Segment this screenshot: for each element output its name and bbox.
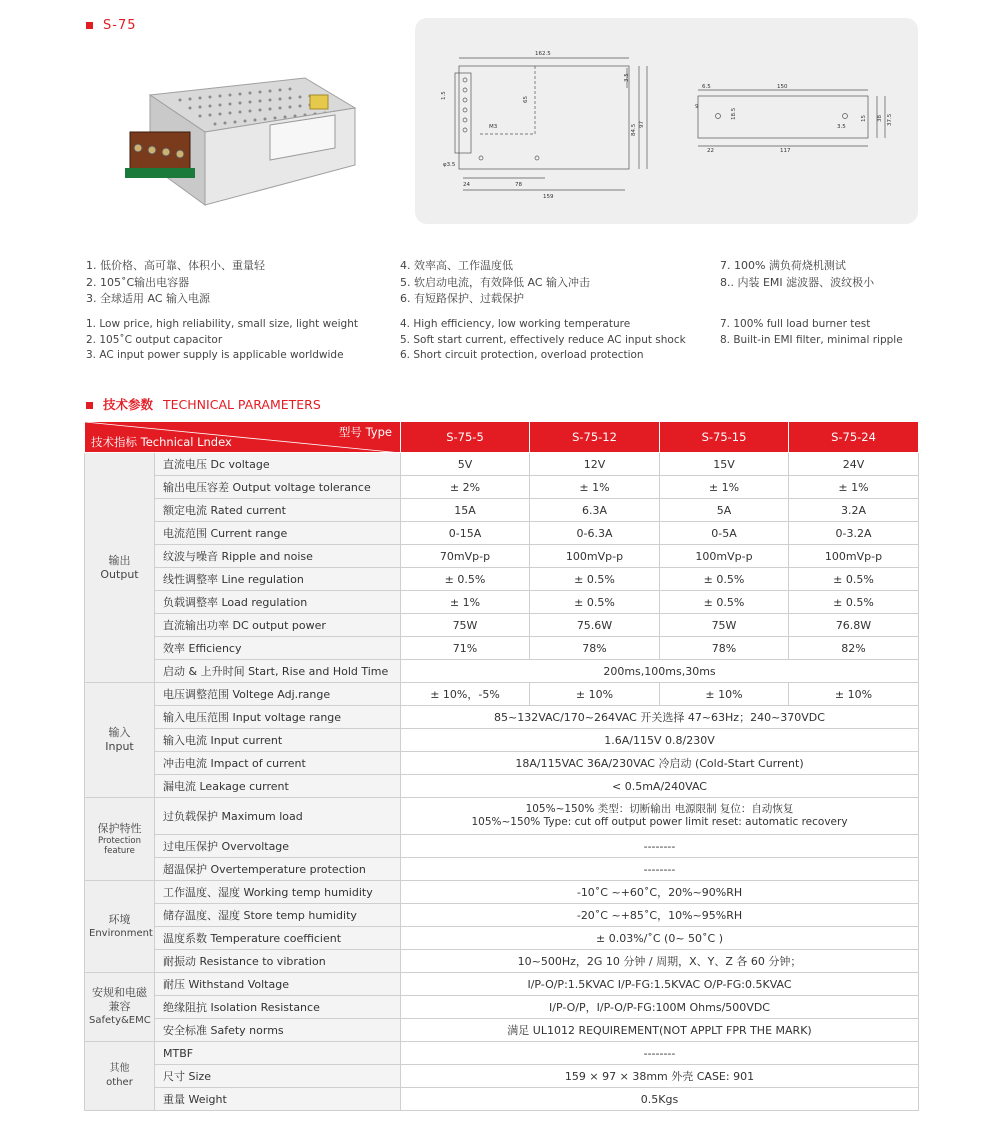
table-row	[85, 476, 919, 499]
dim-label: 159	[543, 194, 554, 200]
param-value: ± 0.5%	[789, 568, 919, 591]
table-row	[85, 904, 919, 927]
category-input	[85, 683, 155, 798]
table-row	[85, 950, 919, 973]
param-value: 100mVp-p	[660, 545, 789, 568]
param-value: 12V	[530, 453, 660, 476]
param-value: 78%	[530, 637, 660, 660]
table-row	[85, 660, 919, 683]
param-value: 0-5A	[660, 522, 789, 545]
param-name: 耐压 Withstand Voltage	[155, 973, 401, 996]
param-name: 重量 Weight	[155, 1088, 401, 1111]
param-name: 超温保护 Overtemperature protection	[155, 858, 401, 881]
red-square-icon	[86, 402, 93, 409]
param-name: 电压调整范围 Voltege Adj.range	[155, 683, 401, 706]
param-value: 0-15A	[401, 522, 530, 545]
param-name: 安全标准 Safety norms	[155, 1019, 401, 1042]
category-en: Protection feature	[97, 836, 141, 856]
spec-table	[84, 421, 919, 1111]
param-value: 5A	[660, 499, 789, 522]
param-value: 3.2A	[789, 499, 919, 522]
param-value: 15A	[401, 499, 530, 522]
category-en: other	[106, 1077, 133, 1088]
table-row	[85, 835, 919, 858]
table-row	[85, 996, 919, 1019]
dim-label: 162.5	[535, 51, 551, 57]
product-photo	[120, 70, 360, 215]
param-value: ± 0.5%	[530, 591, 660, 614]
table-row	[85, 775, 919, 798]
category-safety	[85, 973, 155, 1042]
feature-item: 5. Soft start current, effectively reduce AC input shock	[400, 333, 686, 346]
param-value: 78%	[660, 637, 789, 660]
feature-item: 2. 105˚C output capacitor	[86, 333, 223, 346]
feature-item: 5. 软启动电流，有效降低 AC 输入冲击	[400, 275, 590, 289]
table-row	[85, 591, 919, 614]
dim-label: 37.5	[887, 113, 893, 126]
dim-label: 150	[777, 84, 788, 90]
param-value: ± 2%	[401, 476, 530, 499]
section-title-zh: 技术参数	[103, 397, 154, 412]
param-name: 纹波与噪音 Ripple and noise	[155, 545, 401, 568]
param-value: ± 0.5%	[660, 568, 789, 591]
feature-item: 1. 低价格、高可靠、体积小、重量轻	[86, 259, 265, 272]
table-row	[85, 637, 919, 660]
param-value: ± 10%，-5%	[401, 683, 530, 706]
param-name: 过电压保护 Overvoltage	[155, 835, 401, 858]
dim-label: 38	[877, 115, 883, 122]
model-header: S-75-24	[789, 422, 919, 453]
param-value: 70mVp-p	[401, 545, 530, 568]
param-value: --------	[401, 858, 919, 881]
features-zh-col3	[720, 258, 874, 291]
param-value: 75.6W	[530, 614, 660, 637]
table-row	[85, 568, 919, 591]
category-zh: 输出	[108, 553, 131, 567]
model-title	[86, 18, 137, 33]
feature-item: 1. Low price, high reliability, small size, light weight	[86, 318, 358, 330]
feature-item: 7. 100% full load burner test	[720, 318, 871, 330]
category-other	[85, 1042, 155, 1111]
param-name: 电流范围 Current range	[155, 522, 401, 545]
param-name: 直流输出功率 DC output power	[155, 614, 401, 637]
dim-label: 117	[780, 148, 791, 154]
table-row	[85, 798, 919, 835]
table-row	[85, 706, 919, 729]
param-name: 负载调整率 Load regulation	[155, 591, 401, 614]
param-value: 85~132VAC/170~264VAC 开关选择 47~63Hz；240~370VDC	[401, 706, 919, 729]
feature-item: 8. Built-in EMI filter, minimal ripple	[720, 333, 903, 346]
param-value: 5V	[401, 453, 530, 476]
param-value	[401, 798, 919, 835]
model-header: S-75-12	[530, 422, 660, 453]
param-name: 尺寸 Size	[155, 1065, 401, 1088]
model-title-text: S-75	[103, 18, 137, 33]
category-zh: 兼容	[108, 1000, 131, 1013]
features-zh-col2	[400, 258, 590, 308]
features-en-col1	[86, 317, 358, 364]
param-value: 159 × 97 × 38mm 外壳 CASE: 901	[401, 1065, 919, 1088]
index-label: 技术指标 Technical Lndex	[91, 435, 232, 449]
param-value: 10~500Hz，2G 10 分钟 / 周期，X、Y、Z 各 60 分钟；	[401, 950, 919, 973]
table-row	[85, 614, 919, 637]
dimension-drawing-panel	[415, 18, 918, 224]
red-square-icon	[86, 22, 93, 29]
table-row	[85, 1088, 919, 1111]
param-value: ± 1%	[660, 476, 789, 499]
dim-label: 3.5	[837, 124, 846, 130]
category-zh: 输入	[108, 726, 131, 739]
table-row	[85, 683, 919, 706]
dim-label: M3	[489, 124, 498, 130]
param-value: ± 0.5%	[789, 591, 919, 614]
category-protection	[85, 798, 155, 881]
param-name: 耐振动 Resistance to vibration	[155, 950, 401, 973]
param-value: 6.3A	[530, 499, 660, 522]
category-en: Environment	[89, 927, 153, 939]
dim-label: 9	[695, 104, 699, 110]
param-value: 0-6.3A	[530, 522, 660, 545]
param-value: ± 1%	[789, 476, 919, 499]
param-value: ± 1%	[401, 591, 530, 614]
feature-item: 6. Short circuit protection, overload protection	[400, 349, 644, 361]
dim-label: 97	[639, 121, 645, 128]
dim-label: 84.5	[631, 123, 637, 136]
dim-label: 15	[861, 115, 867, 122]
category-zh: 环境	[108, 912, 131, 926]
param-value: ± 0.03%/˚C (0~ 50˚C )	[401, 927, 919, 950]
feature-item: 6. 有短路保护、过载保护	[400, 292, 524, 305]
param-name: 储存温度、湿度 Store temp humidity	[155, 904, 401, 927]
table-row	[85, 545, 919, 568]
category-environment	[85, 881, 155, 973]
param-value: -10˚C ~+60˚C，20%~90%RH	[401, 881, 919, 904]
param-value-zh: 105%~150% 类型：切断输出 电源限制 复位：自动恢复	[525, 803, 794, 815]
param-value: 71%	[401, 637, 530, 660]
features-en-col2	[400, 317, 686, 364]
param-value: 76.8W	[789, 614, 919, 637]
param-name: 绝缘阻抗 Isolation Resistance	[155, 996, 401, 1019]
category-zh: 安规和电磁	[92, 986, 147, 999]
table-row	[85, 1065, 919, 1088]
dim-label: 6.5	[702, 84, 711, 90]
param-value: --------	[401, 1042, 919, 1065]
param-name: 工作温度、湿度 Working temp humidity	[155, 881, 401, 904]
param-name: 漏电流 Leakage current	[155, 775, 401, 798]
dim-label: 1.5	[441, 91, 447, 100]
feature-item: 8.. 内装 EMI 滤波器、波纹极小	[720, 275, 875, 289]
category-en: Output	[100, 567, 139, 581]
param-value: 100mVp-p	[789, 545, 919, 568]
table-row	[85, 1042, 919, 1065]
table-row	[85, 858, 919, 881]
feature-item: 4. High efficiency, low working temperature	[400, 318, 631, 330]
section-title-en: TECHNICAL PARAMETERS	[163, 397, 321, 412]
param-value: ± 0.5%	[530, 568, 660, 591]
dim-label: 65	[523, 96, 529, 103]
param-value: ± 0.5%	[401, 568, 530, 591]
type-label: 型号 Type	[338, 425, 392, 439]
table-row	[85, 1019, 919, 1042]
table-row	[85, 973, 919, 996]
table-row	[85, 729, 919, 752]
category-zh: 保护特性	[97, 822, 142, 835]
category-output	[85, 453, 155, 683]
category-en: Input	[105, 740, 134, 753]
param-value: I/P-O/P，I/P-O/P-FG:100M Ohms/500VDC	[401, 996, 919, 1019]
dim-label: 18.5	[731, 107, 737, 120]
param-value: 75W	[660, 614, 789, 637]
param-value: ± 1%	[530, 476, 660, 499]
param-value: 0-3.2A	[789, 522, 919, 545]
feature-item: 2. 105˚C输出电容器	[86, 275, 190, 289]
param-value: 0.5Kgs	[401, 1088, 919, 1111]
dim-label: 78	[515, 182, 522, 188]
param-value: 1.6A/115V 0.8/230V	[401, 729, 919, 752]
category-en: Safety&EMC	[89, 1015, 151, 1026]
top-view-drawing	[455, 58, 647, 190]
param-name: 冲击电流 Impact of current	[155, 752, 401, 775]
feature-item: 4. 效率高、工作温度低	[400, 259, 513, 272]
param-value: 82%	[789, 637, 919, 660]
param-name: 输入电流 Input current	[155, 729, 401, 752]
param-name: 输出电压容差 Output voltage tolerance	[155, 476, 401, 499]
features-en-col3	[720, 317, 903, 348]
param-value: 18A/115VAC 36A/230VAC 冷启动 (Cold-Start Current)	[401, 752, 919, 775]
section-title	[86, 395, 321, 413]
param-name: 效率 Efficiency	[155, 637, 401, 660]
dim-label: 3.5	[624, 73, 630, 82]
param-value: I/P-O/P:1.5KVAC I/P-FG:1.5KVAC O/P-FG:0.5KVAC	[401, 973, 919, 996]
param-name: 额定电流 Rated current	[155, 499, 401, 522]
param-value: 满足 UL1012 REQUIREMENT(NOT APPLT FPR THE MARK)	[401, 1019, 919, 1042]
param-value: ± 10%	[789, 683, 919, 706]
dim-label: 22	[707, 148, 714, 154]
param-name: 启动 & 上升时间 Start, Rise and Hold Time	[155, 660, 401, 683]
param-value: 24V	[789, 453, 919, 476]
param-value: ± 0.5%	[660, 591, 789, 614]
param-value: --------	[401, 835, 919, 858]
param-name: 直流电压 Dc voltage	[155, 453, 401, 476]
param-value: 200ms,100ms,30ms	[401, 660, 919, 683]
features-zh-col1	[86, 258, 265, 308]
table-row	[85, 752, 919, 775]
table-row	[85, 881, 919, 904]
param-value-en: 105%~150% Type: cut off output power limit reset: automatic recovery	[471, 816, 848, 828]
param-value: 100mVp-p	[530, 545, 660, 568]
header-corner-cell	[85, 422, 401, 453]
feature-item: 7. 100% 满负荷烧机测试	[720, 259, 846, 272]
table-row	[85, 927, 919, 950]
category-zh: 其他	[109, 1063, 130, 1074]
feature-item: 3. AC input power supply is applicable worldwide	[86, 349, 344, 361]
param-name: 温度系数 Temperature coefficient	[155, 927, 401, 950]
dim-label: 24	[463, 182, 470, 188]
dim-label: φ3.5	[443, 162, 456, 168]
param-name: 线性调整率 Line regulation	[155, 568, 401, 591]
table-header-row	[85, 422, 919, 453]
model-header: S-75-5	[401, 422, 530, 453]
param-value: < 0.5mA/240VAC	[401, 775, 919, 798]
param-value: ± 10%	[660, 683, 789, 706]
model-header: S-75-15	[660, 422, 789, 453]
param-value: 75W	[401, 614, 530, 637]
feature-item: 3. 全球适用 AC 输入电源	[86, 292, 210, 305]
param-name: 过负载保护 Maximum load	[155, 798, 401, 835]
param-value: ± 10%	[530, 683, 660, 706]
param-name: MTBF	[155, 1042, 401, 1065]
table-row	[85, 522, 919, 545]
side-view-drawing	[698, 90, 885, 146]
param-value: -20˚C ~+85˚C，10%~95%RH	[401, 904, 919, 927]
param-name: 输入电压范围 Input voltage range	[155, 706, 401, 729]
table-row	[85, 499, 919, 522]
table-row	[85, 453, 919, 476]
param-value: 15V	[660, 453, 789, 476]
